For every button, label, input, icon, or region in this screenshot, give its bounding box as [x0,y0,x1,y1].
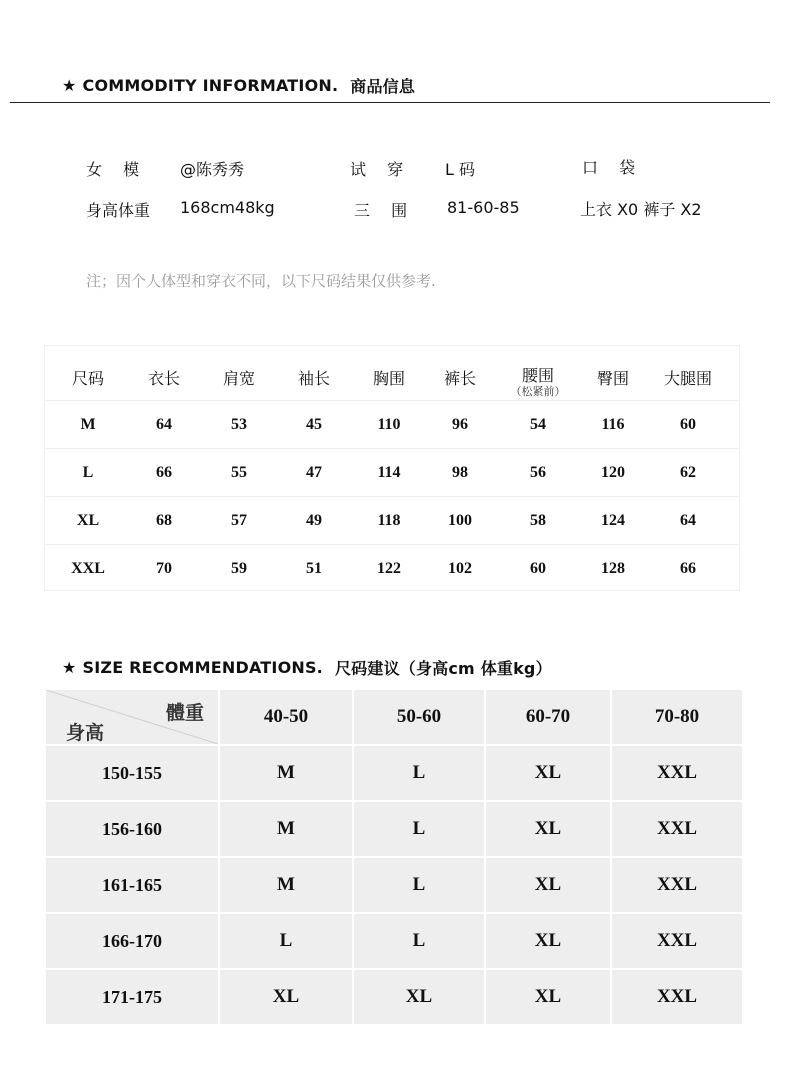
recommended-size: XL [486,858,610,912]
recommended-size: L [354,858,484,912]
star-icon: ★ [62,76,77,95]
weight-header: 60-70 [486,690,610,744]
recommended-size: XL [486,746,610,800]
height-weight-value: 168cm48kg [180,198,275,217]
header-waist-label: 腰围 [521,366,554,385]
height-weight-label: 身高体重 [86,201,151,220]
pocket-label: 口 袋 [582,158,636,177]
recommended-size: XXL [612,802,742,856]
size-value: 55 [231,464,247,481]
size-value: 124 [601,512,625,529]
size-value: 114 [377,464,401,481]
size-value: 51 [306,560,322,577]
recommend-table [46,690,742,1026]
recommended-size: XL [354,970,484,1024]
weight-header: 40-50 [220,690,352,744]
measure-label: 三 围 [354,201,408,220]
size-label: XXL [71,560,105,577]
recommended-size: XL [486,914,610,968]
recommended-size: XXL [612,970,742,1024]
size-value: 128 [601,560,625,577]
height-range: 171-175 [46,970,218,1024]
size-row [45,448,739,496]
size-value: 68 [156,512,172,529]
commodity-heading [62,74,415,97]
header-pants-length: 裤长 [443,369,477,388]
recommended-size: XXL [612,858,742,912]
recommend-heading [62,656,552,679]
header-sleeve: 袖长 [297,369,331,388]
corner-height-label: 身高 [66,722,105,744]
size-row [45,544,739,592]
recommend-title-cn: 尺码建议（身高cm 体重kg） [334,659,552,678]
size-row [45,496,739,544]
header-waist-sub: （松紧前） [510,385,566,398]
model-value: @陈秀秀 [180,160,245,179]
recommended-size: XXL [612,746,742,800]
size-value: 70 [156,560,172,577]
recommended-size: M [220,746,352,800]
model-label: 女 模 [86,160,140,179]
divider [10,102,770,103]
recommend-title-en: SIZE RECOMMENDATIONS. [82,658,323,677]
recommended-size: L [220,914,352,968]
commodity-title-en: COMMODITY INFORMATION. [82,76,339,95]
header-size: 尺码 [71,369,105,388]
size-table [44,345,740,591]
size-value: 45 [306,416,322,433]
size-value: 58 [530,512,546,529]
recommended-size: L [354,746,484,800]
size-value: 118 [377,512,401,529]
header-shoulder: 肩宽 [222,369,256,388]
header-thigh: 大腿围 [663,369,713,388]
size-value: 122 [377,560,401,577]
height-range: 166-170 [46,914,218,968]
size-value: 59 [231,560,247,577]
weight-header: 70-80 [612,690,742,744]
recommended-size: M [220,858,352,912]
size-value: 102 [448,560,472,577]
size-value: 49 [306,512,322,529]
size-table-header [45,346,739,400]
weight-header: 50-60 [354,690,484,744]
size-value: 96 [452,416,468,433]
measure-value: 81-60-85 [447,198,520,217]
size-value: 116 [601,416,625,433]
header-length: 衣长 [147,369,181,388]
recommended-size: M [220,802,352,856]
corner-weight-label: 體重 [165,702,204,724]
size-value: 60 [530,560,546,577]
size-value: 64 [680,512,696,529]
corner-cell [46,690,218,744]
size-value: 120 [601,464,625,481]
pocket-value: 上衣 X0 裤子 X2 [580,200,702,219]
recommended-size: XXL [612,914,742,968]
size-value: 100 [448,512,472,529]
size-value: 53 [231,416,247,433]
size-label: M [80,416,96,433]
header-waist [511,363,566,398]
size-value: 66 [156,464,172,481]
height-range: 150-155 [46,746,218,800]
height-range: 161-165 [46,858,218,912]
size-value: 56 [530,464,546,481]
size-value: 62 [680,464,696,481]
size-value: 54 [530,416,546,433]
header-chest: 胸围 [372,369,406,388]
size-value: 60 [680,416,696,433]
size-value: 110 [377,416,401,433]
size-value: 47 [306,464,322,481]
size-value: 64 [156,416,172,433]
recommended-size: XL [486,970,610,1024]
size-label: XL [76,512,100,529]
commodity-title-cn: 商品信息 [350,77,416,96]
height-range: 156-160 [46,802,218,856]
size-value: 57 [231,512,247,529]
size-value: 66 [680,560,696,577]
tryon-value: L 码 [445,160,476,179]
size-note: 注；因个人体型和穿衣不同，以下尺码结果仅供参考. [86,272,436,290]
recommended-size: XL [486,802,610,856]
recommended-size: L [354,802,484,856]
size-row [45,400,739,448]
recommended-size: L [354,914,484,968]
header-hip: 臀围 [596,369,630,388]
tryon-label: 试 穿 [350,160,404,179]
size-value: 98 [452,464,468,481]
recommended-size: XL [220,970,352,1024]
size-label: L [82,464,94,481]
star-icon: ★ [62,658,77,677]
